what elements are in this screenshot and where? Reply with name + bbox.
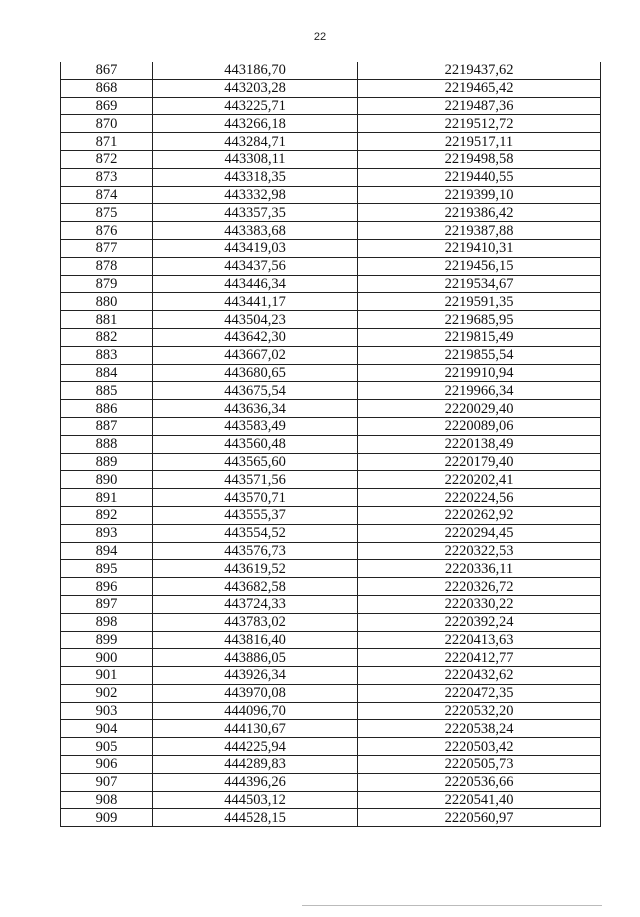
x-coordinate-cell: 443619,52 [153, 560, 358, 578]
point-number-cell: 902 [61, 684, 153, 702]
point-number-cell: 888 [61, 435, 153, 453]
x-coordinate-cell: 443225,71 [153, 97, 358, 115]
x-coordinate-cell: 443203,28 [153, 79, 358, 97]
point-number-cell: 887 [61, 417, 153, 435]
table-row [61, 435, 601, 453]
y-coordinate-cell: 2220330,22 [358, 595, 601, 613]
point-number-cell: 899 [61, 631, 153, 649]
point-number-cell: 895 [61, 560, 153, 578]
table-row [61, 257, 601, 275]
y-coordinate-cell: 2220294,45 [358, 524, 601, 542]
point-number-cell: 891 [61, 489, 153, 507]
x-coordinate-cell: 443308,11 [153, 150, 358, 168]
table-row [61, 364, 601, 382]
table-row [61, 293, 601, 311]
table-row [61, 62, 601, 79]
point-number-cell: 885 [61, 382, 153, 400]
x-coordinate-cell: 443570,71 [153, 489, 358, 507]
table-row [61, 150, 601, 168]
point-number-cell: 876 [61, 222, 153, 240]
x-coordinate-cell: 443266,18 [153, 115, 358, 133]
x-coordinate-cell: 443926,34 [153, 667, 358, 685]
table-row [61, 97, 601, 115]
table-row [61, 489, 601, 507]
x-coordinate-cell: 443724,33 [153, 595, 358, 613]
y-coordinate-cell: 2220138,49 [358, 435, 601, 453]
x-coordinate-cell: 443565,60 [153, 453, 358, 471]
table-row [61, 239, 601, 257]
y-coordinate-cell: 2220541,40 [358, 791, 601, 809]
table-row [61, 328, 601, 346]
x-coordinate-cell: 443383,68 [153, 222, 358, 240]
table-row [61, 471, 601, 489]
x-coordinate-cell: 444289,83 [153, 756, 358, 774]
x-coordinate-cell: 443682,58 [153, 578, 358, 596]
x-coordinate-cell: 443318,35 [153, 168, 358, 186]
x-coordinate-cell: 443886,05 [153, 649, 358, 667]
y-coordinate-cell: 2219512,72 [358, 115, 601, 133]
x-coordinate-cell: 444528,15 [153, 809, 358, 827]
table-row [61, 133, 601, 151]
x-coordinate-cell: 444130,67 [153, 720, 358, 738]
y-coordinate-cell: 2219440,55 [358, 168, 601, 186]
table-row [61, 186, 601, 204]
point-number-cell: 897 [61, 595, 153, 613]
x-coordinate-cell: 443284,71 [153, 133, 358, 151]
bottom-rule [302, 905, 602, 906]
point-number-cell: 909 [61, 809, 153, 827]
x-coordinate-cell: 443576,73 [153, 542, 358, 560]
x-coordinate-cell: 444503,12 [153, 791, 358, 809]
point-number-cell: 869 [61, 97, 153, 115]
point-number-cell: 874 [61, 186, 153, 204]
table-row [61, 756, 601, 774]
y-coordinate-cell: 2220202,41 [358, 471, 601, 489]
table-row [61, 595, 601, 613]
table-row [61, 542, 601, 560]
point-number-cell: 873 [61, 168, 153, 186]
point-number-cell: 907 [61, 773, 153, 791]
y-coordinate-cell: 2219815,49 [358, 328, 601, 346]
x-coordinate-cell: 443554,52 [153, 524, 358, 542]
point-number-cell: 889 [61, 453, 153, 471]
table-row [61, 649, 601, 667]
coordinates-table [60, 62, 601, 827]
y-coordinate-cell: 2219465,42 [358, 79, 601, 97]
point-number-cell: 877 [61, 239, 153, 257]
x-coordinate-cell: 443555,37 [153, 506, 358, 524]
y-coordinate-cell: 2220472,35 [358, 684, 601, 702]
y-coordinate-cell: 2219498,58 [358, 150, 601, 168]
y-coordinate-cell: 2219456,15 [358, 257, 601, 275]
table-row [61, 667, 601, 685]
table-row [61, 453, 601, 471]
x-coordinate-cell: 443446,34 [153, 275, 358, 293]
y-coordinate-cell: 2219966,34 [358, 382, 601, 400]
y-coordinate-cell: 2220029,40 [358, 400, 601, 418]
point-number-cell: 906 [61, 756, 153, 774]
x-coordinate-cell: 443783,02 [153, 613, 358, 631]
x-coordinate-cell: 443571,56 [153, 471, 358, 489]
table-row [61, 382, 601, 400]
y-coordinate-cell: 2220532,20 [358, 702, 601, 720]
table-row [61, 702, 601, 720]
point-number-cell: 872 [61, 150, 153, 168]
table-row [61, 809, 601, 827]
x-coordinate-cell: 443667,02 [153, 346, 358, 364]
x-coordinate-cell: 443186,70 [153, 62, 358, 79]
point-number-cell: 867 [61, 62, 153, 79]
y-coordinate-cell: 2220505,73 [358, 756, 601, 774]
y-coordinate-cell: 2219685,95 [358, 311, 601, 329]
point-number-cell: 879 [61, 275, 153, 293]
table-row [61, 560, 601, 578]
point-number-cell: 868 [61, 79, 153, 97]
y-coordinate-cell: 2220262,92 [358, 506, 601, 524]
table-row [61, 684, 601, 702]
table-row [61, 115, 601, 133]
y-coordinate-cell: 2220560,97 [358, 809, 601, 827]
y-coordinate-cell: 2220538,24 [358, 720, 601, 738]
x-coordinate-cell: 443970,08 [153, 684, 358, 702]
point-number-cell: 894 [61, 542, 153, 560]
y-coordinate-cell: 2220224,56 [358, 489, 601, 507]
table-row [61, 275, 601, 293]
coordinates-table-body [61, 62, 601, 827]
x-coordinate-cell: 443636,34 [153, 400, 358, 418]
table-row [61, 168, 601, 186]
x-coordinate-cell: 444396,26 [153, 773, 358, 791]
y-coordinate-cell: 2219410,31 [358, 239, 601, 257]
point-number-cell: 883 [61, 346, 153, 364]
x-coordinate-cell: 443437,56 [153, 257, 358, 275]
y-coordinate-cell: 2219534,67 [358, 275, 601, 293]
point-number-cell: 892 [61, 506, 153, 524]
table-row [61, 346, 601, 364]
point-number-cell: 881 [61, 311, 153, 329]
y-coordinate-cell: 2219910,94 [358, 364, 601, 382]
table-row [61, 613, 601, 631]
table-row [61, 311, 601, 329]
point-number-cell: 890 [61, 471, 153, 489]
point-number-cell: 893 [61, 524, 153, 542]
y-coordinate-cell: 2220536,66 [358, 773, 601, 791]
x-coordinate-cell: 443504,23 [153, 311, 358, 329]
point-number-cell: 870 [61, 115, 153, 133]
y-coordinate-cell: 2220392,24 [358, 613, 601, 631]
point-number-cell: 901 [61, 667, 153, 685]
y-coordinate-cell: 2220322,53 [358, 542, 601, 560]
point-number-cell: 880 [61, 293, 153, 311]
y-coordinate-cell: 2219487,36 [358, 97, 601, 115]
x-coordinate-cell: 443419,03 [153, 239, 358, 257]
y-coordinate-cell: 2219855,54 [358, 346, 601, 364]
y-coordinate-cell: 2219517,11 [358, 133, 601, 151]
y-coordinate-cell: 2220089,06 [358, 417, 601, 435]
x-coordinate-cell: 444096,70 [153, 702, 358, 720]
y-coordinate-cell: 2220179,40 [358, 453, 601, 471]
y-coordinate-cell: 2220432,62 [358, 667, 601, 685]
y-coordinate-cell: 2219387,88 [358, 222, 601, 240]
x-coordinate-cell: 444225,94 [153, 738, 358, 756]
point-number-cell: 905 [61, 738, 153, 756]
table-row [61, 738, 601, 756]
point-number-cell: 898 [61, 613, 153, 631]
point-number-cell: 882 [61, 328, 153, 346]
x-coordinate-cell: 443816,40 [153, 631, 358, 649]
x-coordinate-cell: 443680,65 [153, 364, 358, 382]
point-number-cell: 871 [61, 133, 153, 151]
table-row [61, 578, 601, 596]
y-coordinate-cell: 2220336,11 [358, 560, 601, 578]
point-number-cell: 884 [61, 364, 153, 382]
x-coordinate-cell: 443675,54 [153, 382, 358, 400]
y-coordinate-cell: 2219399,10 [358, 186, 601, 204]
point-number-cell: 896 [61, 578, 153, 596]
point-number-cell: 878 [61, 257, 153, 275]
table-row [61, 631, 601, 649]
table-row [61, 204, 601, 222]
page-number: 22 [313, 31, 327, 43]
y-coordinate-cell: 2220413,63 [358, 631, 601, 649]
x-coordinate-cell: 443642,30 [153, 328, 358, 346]
x-coordinate-cell: 443332,98 [153, 186, 358, 204]
x-coordinate-cell: 443441,17 [153, 293, 358, 311]
table-row [61, 791, 601, 809]
point-number-cell: 900 [61, 649, 153, 667]
y-coordinate-cell: 2220503,42 [358, 738, 601, 756]
table-row [61, 400, 601, 418]
y-coordinate-cell: 2219437,62 [358, 62, 601, 79]
table-row [61, 417, 601, 435]
x-coordinate-cell: 443583,49 [153, 417, 358, 435]
table-row [61, 720, 601, 738]
table-row [61, 79, 601, 97]
x-coordinate-cell: 443357,35 [153, 204, 358, 222]
table-row [61, 524, 601, 542]
x-coordinate-cell: 443560,48 [153, 435, 358, 453]
y-coordinate-cell: 2220412,77 [358, 649, 601, 667]
point-number-cell: 904 [61, 720, 153, 738]
table-row [61, 222, 601, 240]
table-row [61, 773, 601, 791]
y-coordinate-cell: 2219591,35 [358, 293, 601, 311]
point-number-cell: 875 [61, 204, 153, 222]
table-row [61, 506, 601, 524]
point-number-cell: 903 [61, 702, 153, 720]
y-coordinate-cell: 2219386,42 [358, 204, 601, 222]
y-coordinate-cell: 2220326,72 [358, 578, 601, 596]
point-number-cell: 886 [61, 400, 153, 418]
point-number-cell: 908 [61, 791, 153, 809]
